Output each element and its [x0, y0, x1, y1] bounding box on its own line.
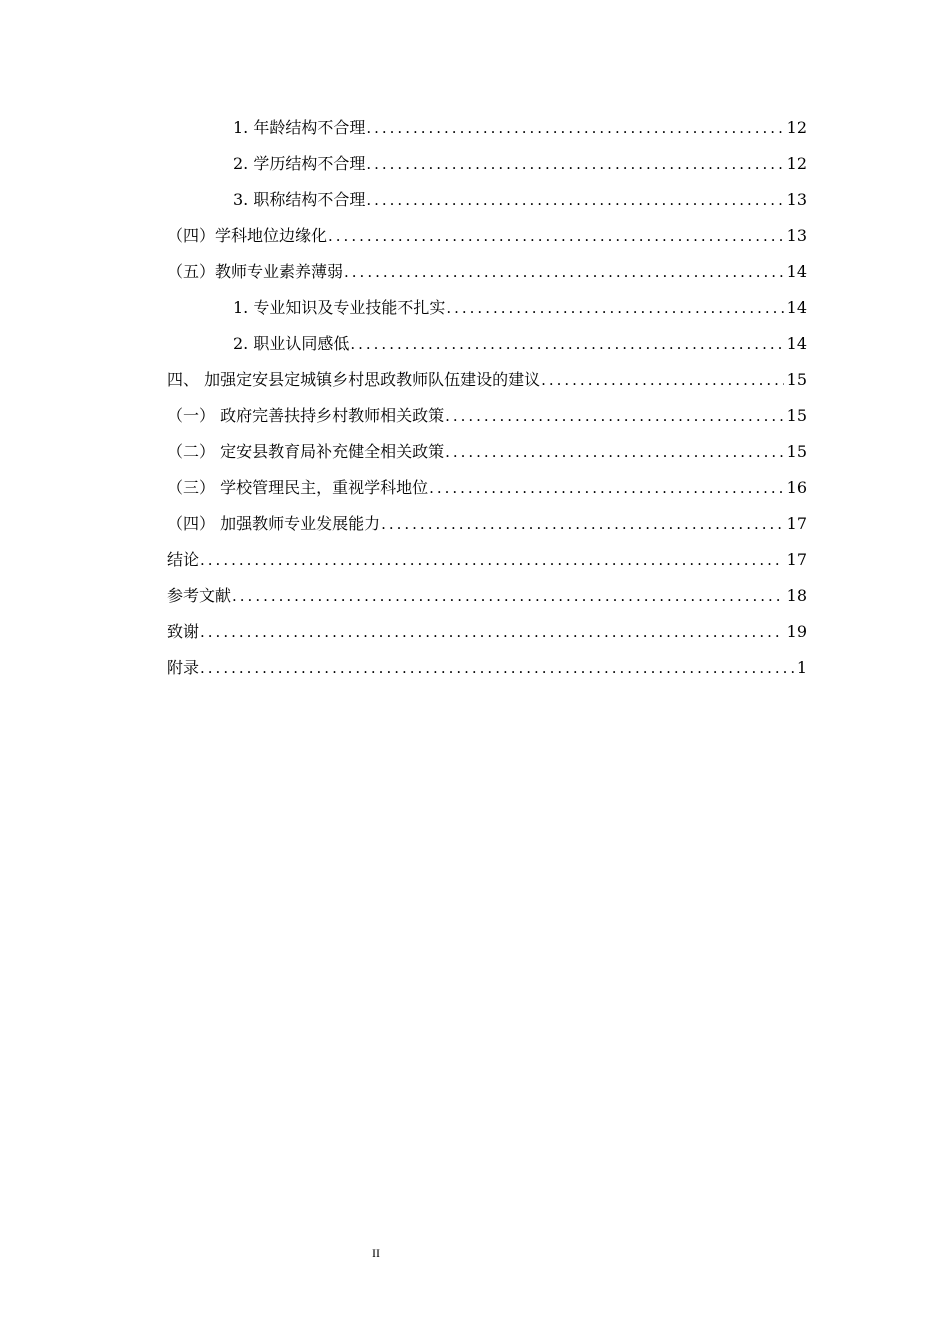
toc-entry[interactable]	[167, 254, 807, 290]
toc-entry-page: 17	[786, 550, 807, 569]
toc-entry-page: 16	[786, 478, 807, 497]
toc-entry-page: 14	[786, 334, 807, 353]
toc-entry-page: 19	[786, 622, 807, 641]
toc-entry-title: 2. 职业认同感低	[233, 334, 350, 353]
dot-leader	[200, 542, 784, 578]
toc-entry[interactable]	[167, 434, 807, 470]
toc-entry[interactable]	[167, 542, 807, 578]
toc-entry-title: 附录	[167, 658, 200, 677]
toc-entry[interactable]	[167, 110, 807, 146]
page-number-footer: II	[372, 1246, 380, 1260]
toc-entry-title: （三） 学校管理民主，重视学科地位	[167, 478, 429, 497]
toc-entry-page: 15	[786, 406, 807, 425]
toc-entry-page: 18	[786, 586, 807, 605]
toc-entry-page: 1	[796, 658, 807, 677]
toc-entry-title: 参考文献	[167, 586, 232, 605]
toc-entry-title: 1. 年龄结构不合理	[233, 118, 366, 137]
toc-entry-title: 四、 加强定安县定城镇乡村思政教师队伍建设的建议	[167, 370, 541, 389]
dot-leader	[381, 506, 784, 542]
dot-leader	[350, 326, 783, 362]
dot-leader	[344, 254, 784, 290]
dot-leader	[429, 470, 784, 506]
toc-entry-page: 15	[786, 442, 807, 461]
toc-entry-page: 13	[786, 226, 807, 245]
dot-leader	[446, 290, 783, 326]
toc-entry-title: 致谢	[167, 622, 200, 641]
toc-entry[interactable]	[167, 578, 807, 614]
toc-entry-page: 15	[786, 370, 807, 389]
toc-entry-title: 3. 职称结构不合理	[233, 190, 366, 209]
toc-entry[interactable]	[167, 290, 807, 326]
toc-entry[interactable]	[167, 182, 807, 218]
toc-entry-title: 2. 学历结构不合理	[233, 154, 366, 173]
toc-entry-title: （一） 政府完善扶持乡村教师相关政策	[167, 406, 445, 425]
table-of-contents	[167, 110, 807, 686]
dot-leader	[328, 218, 784, 254]
dot-leader	[232, 578, 784, 614]
dot-leader	[366, 146, 783, 182]
dot-leader	[445, 398, 784, 434]
toc-entry-title: 1. 专业知识及专业技能不扎实	[233, 298, 446, 317]
toc-entry[interactable]	[167, 362, 807, 398]
toc-entry[interactable]	[167, 650, 807, 686]
dot-leader	[366, 110, 783, 146]
dot-leader	[200, 650, 794, 686]
dot-leader	[445, 434, 784, 470]
toc-entry-page: 17	[786, 514, 807, 533]
toc-entry[interactable]	[167, 506, 807, 542]
toc-entry-title: （五）教师专业素养薄弱	[167, 262, 344, 281]
toc-entry-title: （四）学科地位边缘化	[167, 226, 328, 245]
toc-entry[interactable]	[167, 398, 807, 434]
toc-entry-page: 14	[786, 262, 807, 281]
toc-entry-title: 结论	[167, 550, 200, 569]
toc-entry-title: （二） 定安县教育局补充健全相关政策	[167, 442, 445, 461]
toc-entry[interactable]	[167, 326, 807, 362]
toc-entry[interactable]	[167, 146, 807, 182]
toc-entry-page: 13	[786, 190, 807, 209]
toc-entry-page: 14	[786, 298, 807, 317]
toc-entry-title: （四） 加强教师专业发展能力	[167, 514, 381, 533]
toc-entry[interactable]	[167, 470, 807, 506]
toc-entry-page: 12	[786, 154, 807, 173]
dot-leader	[541, 362, 784, 398]
toc-entry[interactable]	[167, 218, 807, 254]
toc-entry-page: 12	[786, 118, 807, 137]
toc-entry[interactable]	[167, 614, 807, 650]
dot-leader	[366, 182, 783, 218]
dot-leader	[200, 614, 784, 650]
